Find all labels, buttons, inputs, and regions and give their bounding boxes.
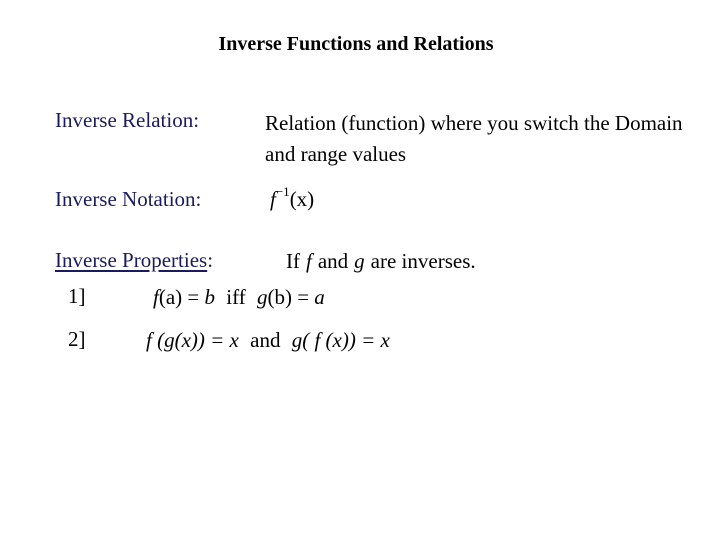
inverse-properties-colon: : <box>207 248 214 272</box>
inverse-properties-label-text: Inverse Properties <box>55 248 208 272</box>
inverse-notation-formula <box>270 184 315 212</box>
property-1-formula <box>153 285 325 310</box>
p1-lhs-val: b <box>204 285 215 309</box>
condition-rest: are inverses. <box>370 249 476 273</box>
inverse-notation-label: Inverse Notation: <box>55 187 202 211</box>
inverse-relation-definition: Relation (function) where you switch the Domain and range values <box>265 111 683 166</box>
condition-f: f <box>306 249 312 273</box>
inverse-condition <box>286 249 476 274</box>
p1-rhs-fn: g <box>256 285 268 309</box>
p1-eq1: = <box>187 285 200 309</box>
notation-f: f <box>270 187 276 211</box>
p1-lhs-fn: f <box>153 285 159 309</box>
p1-eq2: = <box>297 285 310 309</box>
p2-part2: g( f (x)) = x <box>291 328 390 352</box>
condition-if: If <box>286 249 300 273</box>
p1-rhs-val: a <box>314 285 325 309</box>
page-title: Inverse Functions and Relations <box>218 33 494 55</box>
notation-argument: (x) <box>289 187 315 211</box>
p1-lhs-arg: (a) <box>158 285 183 309</box>
condition-g: g <box>354 249 365 273</box>
p1-rhs-arg: (b) <box>267 285 292 309</box>
inverse-properties-label <box>55 248 213 273</box>
condition-and: and <box>317 249 349 273</box>
p2-and: and <box>250 328 281 352</box>
notation-superscript: −1 <box>275 184 290 199</box>
p2-part1: f (g(x)) = x <box>146 328 239 352</box>
property-1-number: 1] <box>68 284 86 308</box>
property-2-number: 2] <box>68 327 86 351</box>
p1-iff: iff <box>226 285 246 309</box>
property-2-formula <box>146 328 390 353</box>
inverse-relation-label: Inverse Relation: <box>55 108 200 132</box>
